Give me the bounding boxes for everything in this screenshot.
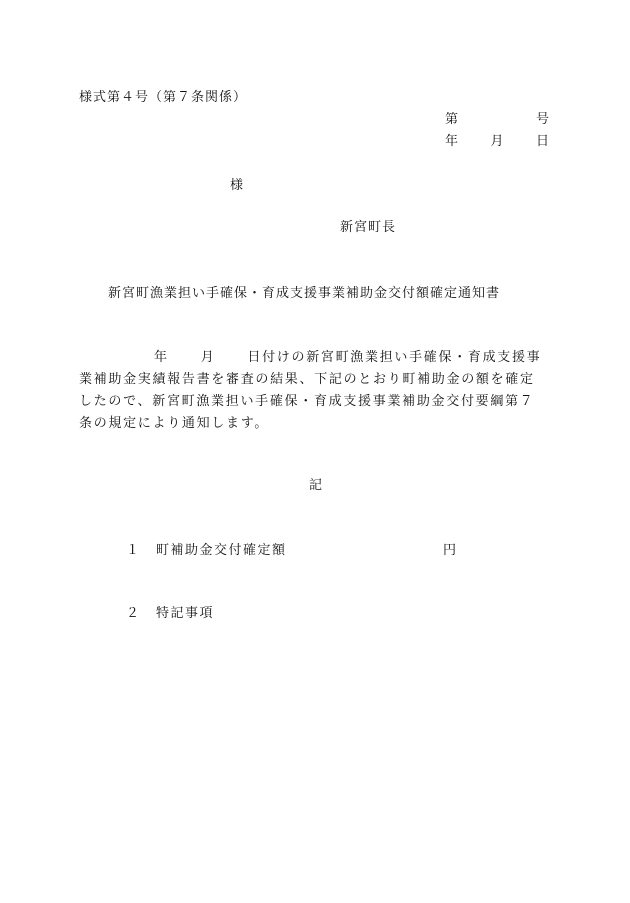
item-label: 町補助金交付確定額 [156, 543, 287, 558]
number-suffix: 号 [535, 112, 549, 127]
date-year: 年 [445, 134, 459, 149]
body-year-label: 年 [154, 350, 169, 365]
body-month-label: 月 [200, 350, 216, 365]
item-label: 特記事項 [156, 606, 215, 621]
document-date-line [445, 134, 549, 150]
item-confirmed-amount [126, 543, 456, 559]
notes-heading: 記 [309, 478, 323, 493]
item-special-notes [126, 606, 214, 622]
item-number: １ [126, 543, 140, 558]
addressee-honorific: 様 [230, 178, 244, 193]
body-line-4: 条の規定により通知します。 [79, 416, 270, 431]
body-line-2: 業補助金実績報告書を審査の結果、下記のとおり町補助金の額を確定 [79, 372, 535, 387]
document-number-line [445, 112, 549, 128]
document-title: 新宮町漁業担い手確保・育成支援事業補助金交付額確定通知書 [108, 286, 501, 301]
body-line-1-text: 日付けの新宮町漁業担い手確保・育成支援事 [247, 350, 542, 365]
date-month: 月 [490, 134, 504, 149]
body-paragraph [79, 347, 559, 435]
issuer-name: 新宮町長 [340, 220, 397, 235]
amount-unit: 円 [442, 543, 456, 558]
form-label: 様式第４号（第７条関係） [79, 90, 248, 105]
number-prefix: 第 [445, 112, 459, 127]
date-day: 日 [535, 134, 549, 149]
item-number: ２ [126, 606, 140, 621]
body-line-1 [79, 347, 559, 369]
body-line-3: したので、新宮町漁業担い手確保・育成支援事業補助金交付要綱第７ [79, 394, 535, 409]
